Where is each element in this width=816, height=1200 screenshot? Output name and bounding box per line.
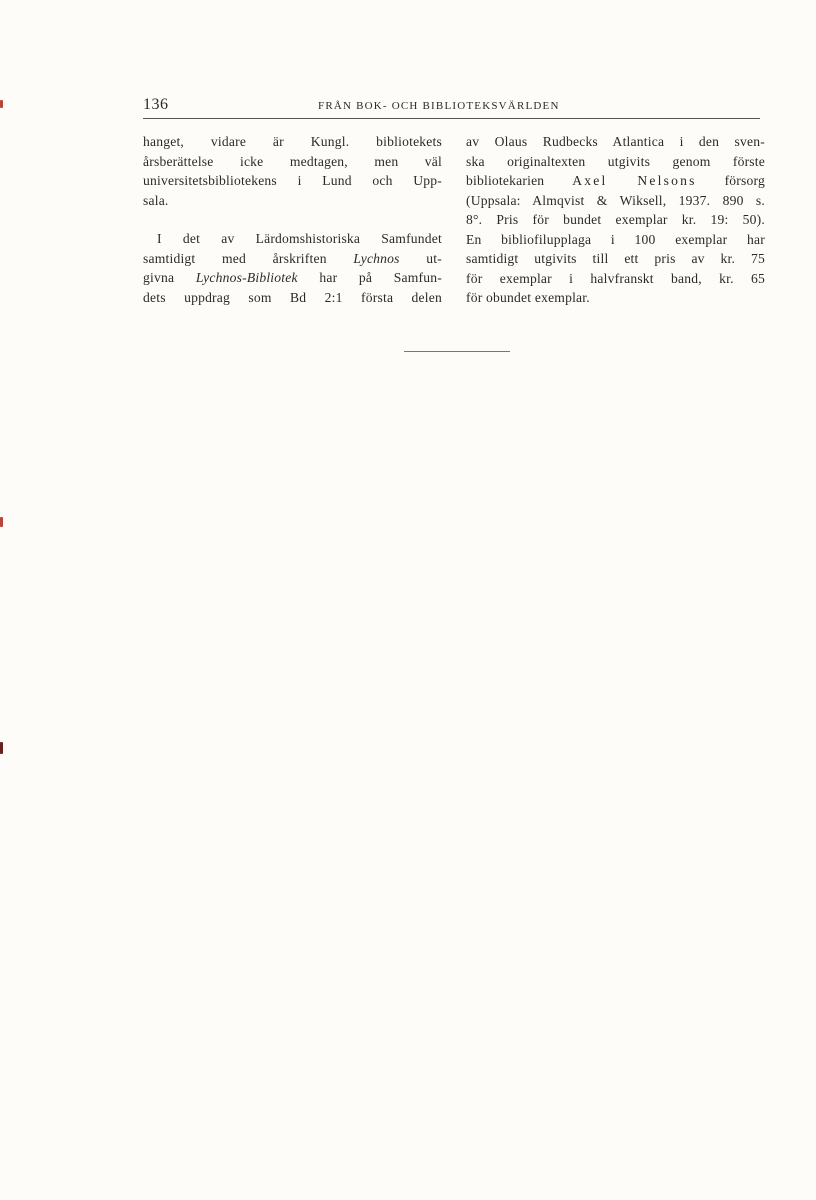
text-run: bibliotekarien bbox=[466, 173, 545, 188]
text-line: (Uppsala: Almqvist & Wiksell, 1937. 890 s. bbox=[466, 192, 765, 208]
text-line: I det av Lärdomshistoriska Samfundet bbox=[157, 231, 442, 246]
paragraph bbox=[143, 132, 442, 210]
text-run: har på Samfun- bbox=[319, 270, 442, 285]
text-line: sala. bbox=[143, 192, 169, 208]
text-line: hanget, vidare är Kungl. bibliotekets bbox=[143, 134, 442, 149]
page-edge-mark bbox=[0, 742, 3, 754]
text-line: av Olaus Rudbecks Atlantica i den sven- bbox=[466, 134, 765, 149]
text-line: årsberättelse icke medtagen, men väl bbox=[143, 153, 442, 169]
text-line bbox=[143, 249, 442, 269]
text-line: 8°. Pris för bundet exemplar kr. 19: 50). bbox=[466, 212, 765, 227]
text-line: dets uppdrag som Bd 2:1 första delen bbox=[143, 289, 442, 305]
text-line bbox=[466, 171, 765, 191]
paragraph bbox=[143, 229, 442, 307]
paragraph-gap bbox=[143, 210, 442, 229]
page-edge-mark bbox=[0, 100, 3, 108]
right-column bbox=[466, 132, 765, 308]
spaced-name: Axel Nelsons bbox=[572, 173, 697, 188]
running-title: FRÅN BOK- OCH BIBLIOTEKSVÄRLDEN bbox=[318, 100, 560, 112]
italic-title: Lychnos bbox=[353, 250, 400, 266]
text-run: givna bbox=[143, 270, 175, 285]
section-end-rule bbox=[404, 351, 510, 352]
text-run: försorg bbox=[724, 173, 765, 188]
text-line: En bibliofilupplaga i 100 exemplar har bbox=[466, 231, 765, 247]
text-line: för exemplar i halvfranskt band, kr. 65 bbox=[466, 270, 765, 286]
page-number: 136 bbox=[143, 96, 169, 113]
left-column bbox=[143, 132, 442, 307]
text-line: universitetsbibliotekens i Lund och Upp- bbox=[143, 173, 442, 188]
text-run: samtidigt med årskriften bbox=[143, 250, 327, 266]
text-line: samtidigt utgivits till ett pris av kr. 75 bbox=[466, 251, 765, 266]
text-run: ut- bbox=[426, 250, 442, 266]
text-line: för obundet exemplar. bbox=[466, 290, 590, 305]
page-header bbox=[143, 96, 760, 119]
text-line bbox=[143, 268, 442, 288]
text-line: ska originaltexten utgivits genom förste bbox=[466, 153, 765, 169]
italic-title: Lychnos-Bibliotek bbox=[195, 270, 298, 285]
page-edge-mark bbox=[0, 517, 3, 527]
